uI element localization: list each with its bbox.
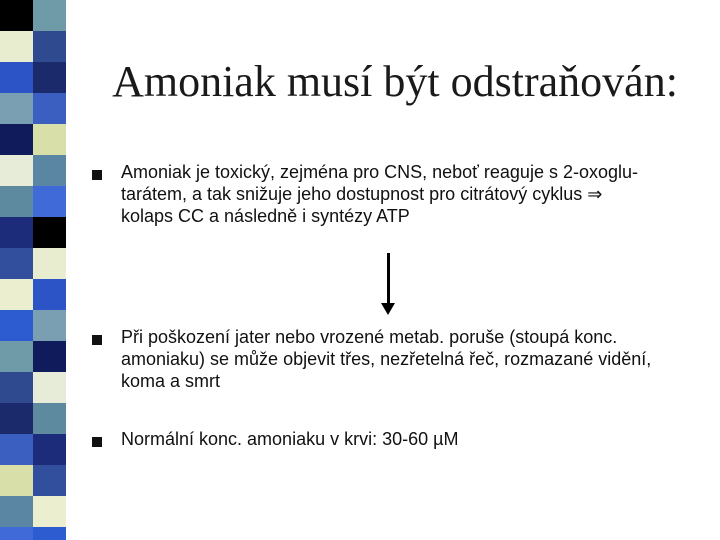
bullet-2-line-2: amoniaku) se může objevit třes, nezřetelná řeč, rozmazané vidění,: [121, 349, 652, 369]
stripe-segment: [0, 31, 33, 62]
stripe-segment: [0, 62, 33, 93]
stripe-segment: [33, 124, 66, 155]
stripe-segment: [33, 31, 66, 62]
stripe-segment: [33, 434, 66, 465]
stripe-segment: [33, 310, 66, 341]
stripe-segment: [33, 527, 66, 540]
stripe-segment: [0, 124, 33, 155]
stripe-segment: [0, 310, 33, 341]
stripe-segment: [33, 186, 66, 217]
stripe-segment: [33, 155, 66, 186]
bullet-1-line-3: kolaps CC a následně i syntézy ATP: [121, 206, 410, 226]
slide-title: Amoniak musí být odstraňován:: [112, 57, 678, 106]
stripe-segment: [0, 248, 33, 279]
stripe-segment: [33, 341, 66, 372]
stripe-segment: [0, 496, 33, 527]
stripe-segment: [0, 434, 33, 465]
stripe-segment: [33, 93, 66, 124]
stripe-segment: [33, 248, 66, 279]
stripe-segment: [0, 527, 33, 540]
stripe-segment: [0, 341, 33, 372]
stripe-segment: [0, 93, 33, 124]
stripe-segment: [0, 155, 33, 186]
bullet-2-line-1: Při poškození jater nebo vrozené metab. poruše (stoupá konc.: [121, 327, 618, 347]
stripe-segment: [0, 0, 33, 31]
bullet-text-1: [121, 161, 717, 227]
stripe-segment: [0, 279, 33, 310]
bullet-text-2: [121, 326, 717, 392]
bullet-text-3: [121, 428, 717, 450]
stripe-segment: [0, 372, 33, 403]
bullet-square-icon: [92, 437, 102, 447]
bullet-3-line-1: Normální konc. amoniaku v krvi: 30-60 µM: [121, 429, 459, 449]
down-arrow-head-icon: [381, 303, 395, 315]
bullet-square-icon: [92, 335, 102, 345]
stripe-segment: [33, 279, 66, 310]
stripe-segment: [33, 0, 66, 31]
down-arrow-icon: [387, 253, 390, 306]
stripe-segment: [33, 403, 66, 434]
stripe-segment: [0, 217, 33, 248]
stripe-segment: [0, 403, 33, 434]
stripe-segment: [0, 186, 33, 217]
bullet-square-icon: [92, 170, 102, 180]
bullet-2-line-3: koma a smrt: [121, 371, 221, 391]
decorative-color-stripe: [0, 0, 66, 540]
stripe-segment: [33, 372, 66, 403]
bullet-1-line-1: Amoniak je toxický, zejména pro CNS, neboť reaguje s 2-oxoglu-: [121, 162, 638, 182]
stripe-segment: [33, 496, 66, 527]
stripe-segment: [0, 465, 33, 496]
bullet-1-line-2: tarátem, a tak snižuje jeho dostupnost pro citrátový cyklus ⇒: [121, 184, 603, 204]
stripe-segment: [33, 62, 66, 93]
stripe-segment: [33, 465, 66, 496]
stripe-segment: [33, 217, 66, 248]
